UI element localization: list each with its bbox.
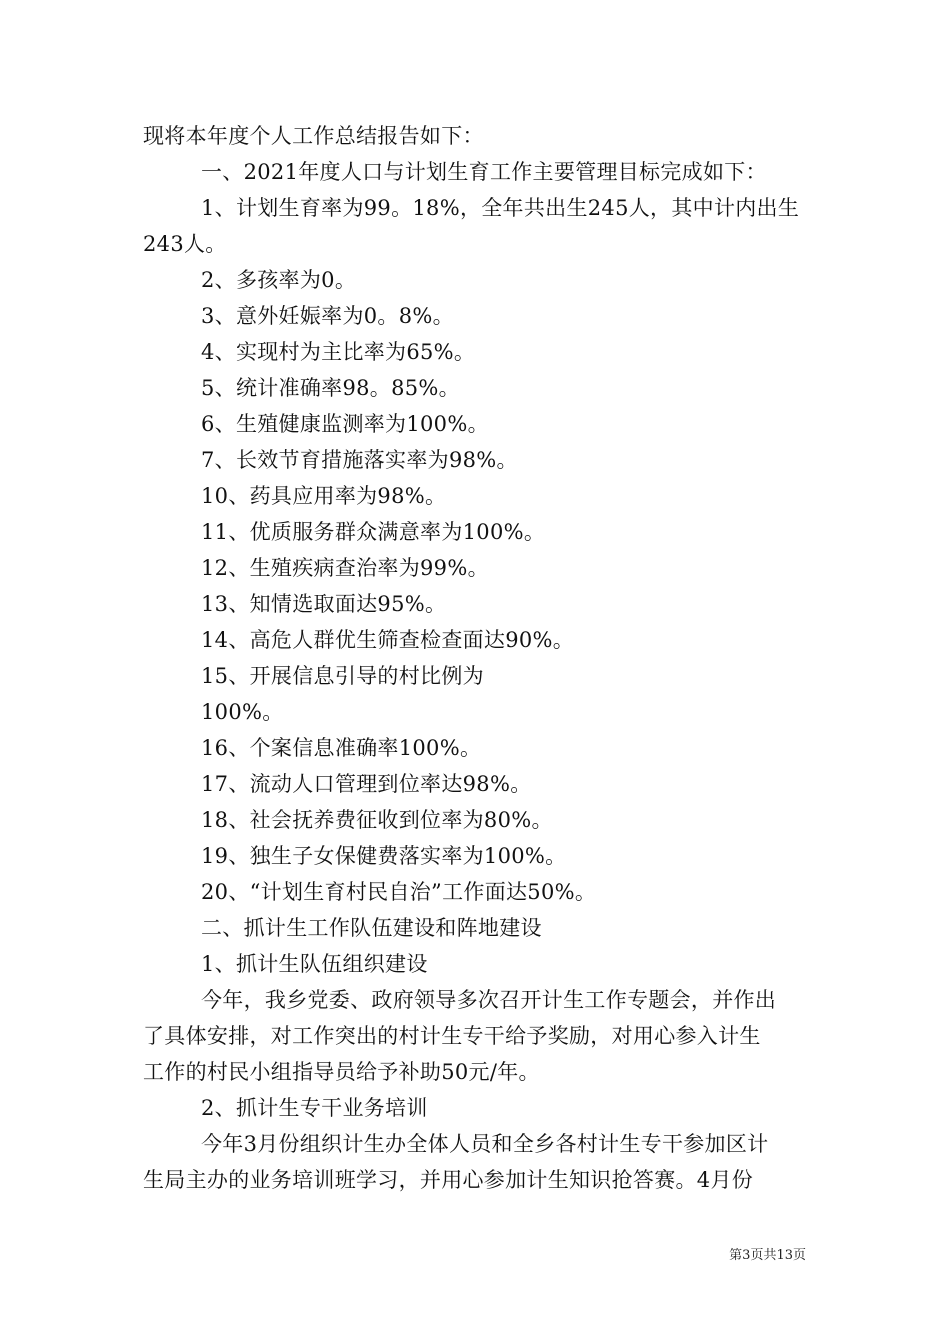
- paragraph-line: 今年，我乡党委、政府领导多次召开计生工作专题会，并作出: [201, 988, 777, 1012]
- list-item-1: 1、计划生育率为99。18%，全年共出生245人，其中计内出生: [201, 196, 800, 220]
- page-number: 第3页共13页: [729, 1248, 806, 1263]
- section-heading-1: 一、2021年度人口与计划生育工作主要管理目标完成如下：: [201, 160, 767, 184]
- list-item-17: 17、流动人口管理到位率达98%。: [201, 772, 532, 796]
- list-item-15: 15、开展信息引导的村比例为: [201, 664, 484, 688]
- list-item-3: 3、意外妊娠率为0。8%。: [201, 304, 454, 328]
- list-item-20: 20、“计划生育村民自治”工作面达50%。: [201, 880, 597, 904]
- paragraph-intro: 现将本年度个人工作总结报告如下：: [143, 124, 484, 148]
- list-item-5: 5、统计准确率98。85%。: [201, 376, 460, 400]
- list-item-6: 6、生殖健康监测率为100%。: [201, 412, 489, 436]
- subsection-heading-2: 2、抓计生专干业务培训: [201, 1096, 428, 1120]
- list-item-13: 13、知情选取面达95%。: [201, 592, 447, 616]
- section-heading-2: 二、抓计生工作队伍建设和阵地建设: [201, 916, 542, 940]
- paragraph-line: 工作的村民小组指导员给予补助50元/年。: [143, 1060, 540, 1084]
- list-item-12: 12、生殖疾病查治率为99%。: [201, 556, 489, 580]
- list-item-1-continued: 243人。: [143, 232, 227, 256]
- paragraph-line: 今年3月份组织计生办全体人员和全乡各村计生专干参加区计: [201, 1132, 769, 1156]
- list-item-19: 19、独生子女保健费落实率为100%。: [201, 844, 567, 868]
- list-item-15-continued: 100%。: [201, 700, 284, 724]
- list-item-11: 11、优质服务群众满意率为100%。: [201, 520, 546, 544]
- list-item-7: 7、长效节育措施落实率为98%。: [201, 448, 518, 472]
- list-item-10: 10、药具应用率为98%。: [201, 484, 447, 508]
- list-item-2: 2、多孩率为0。: [201, 268, 357, 292]
- list-item-14: 14、高危人群优生筛查检查面达90%。: [201, 628, 575, 652]
- list-item-18: 18、社会抚养费征收到位率为80%。: [201, 808, 553, 832]
- list-item-4: 4、实现村为主比率为65%。: [201, 340, 476, 364]
- paragraph-line: 了具体安排，对工作突出的村计生专干给予奖励，对用心参入计生: [143, 1024, 761, 1048]
- subsection-heading-1: 1、抓计生队伍组织建设: [201, 952, 428, 976]
- paragraph-line: 生局主办的业务培训班学习，并用心参加计生知识抢答赛。4月份: [143, 1168, 754, 1192]
- document-body: [143, 118, 823, 1198]
- list-item-16: 16、个案信息准确率100%。: [201, 736, 482, 760]
